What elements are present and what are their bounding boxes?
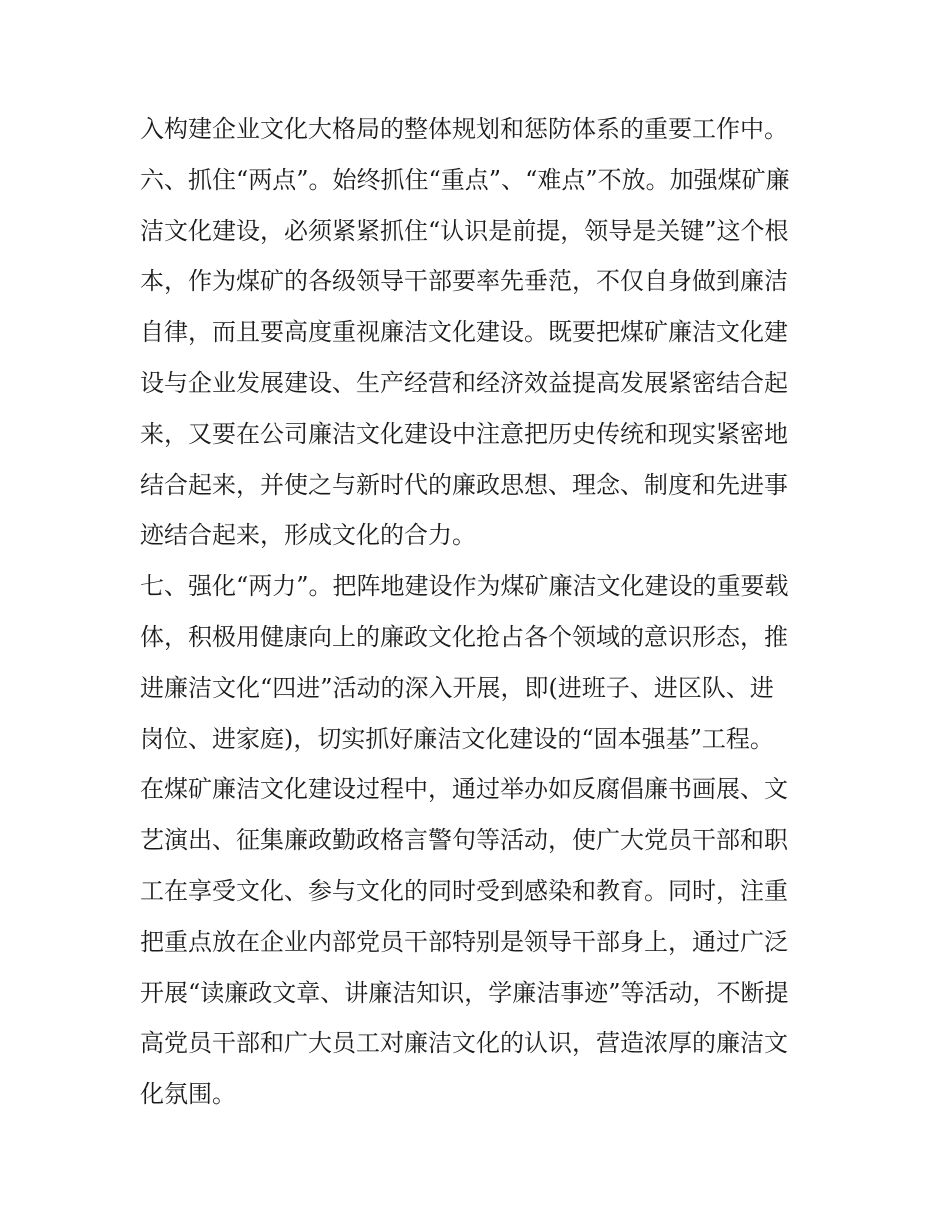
text-line: 六、抓住“两点”。始终抓住“重点”、“难点”不放。加强煤矿廉 — [140, 165, 790, 194]
text-line: 体，积极用健康向上的廉政文化抢占各个领域的意识形态，推 — [140, 622, 788, 651]
text-line: 迹结合起来，形成文化的合力。 — [140, 521, 476, 550]
text-line: 结合起来，并使之与新时代的廉政思想、理念、制度和先进事 — [140, 470, 788, 499]
text-line: 本，作为煤矿的各级领导干部要率先垂范，不仅自身做到廉洁 — [140, 267, 788, 296]
text-line: 自律，而且要高度重视廉洁文化建设。既要把煤矿廉洁文化建 — [140, 318, 788, 347]
text-line: 进廉洁文化“四进”活动的深入开展，即(进班子、进区队、进 — [140, 673, 774, 702]
text-line: 化氛围。 — [140, 1080, 236, 1109]
text-line: 开展“读廉政文章、讲廉洁知识，学廉洁事迹”等活动，不断提 — [140, 978, 789, 1007]
text-line: 工在享受文化、参与文化的同时受到感染和教育。同时，注重 — [140, 876, 788, 905]
text-line: 高党员干部和广大员工对廉洁文化的认识，营造浓厚的廉洁文 — [140, 1029, 788, 1058]
text-line: 设与企业发展建设、生产经营和经济效益提高发展紧密结合起 — [140, 368, 788, 397]
text-line: 岗位、进家庭)，切实抓好廉洁文化建设的“固本强基”工程。 — [140, 724, 774, 753]
text-line: 把重点放在企业内部党员干部特别是领导干部身上，通过广泛 — [140, 927, 788, 956]
text-line: 七、强化“两力”。把阵地建设作为煤矿廉洁文化建设的重要载 — [140, 572, 789, 601]
text-line: 艺演出、征集廉政勤政格言警句等活动，使广大党员干部和职 — [140, 826, 788, 855]
text-line: 入构建企业文化大格局的整体规划和惩防体系的重要工作中。 — [140, 115, 788, 143]
text-line: 在煤矿廉洁文化建设过程中，通过举办如反腐倡廉书画展、文 — [140, 775, 788, 804]
text-line: 来，又要在公司廉洁文化建设中注意把历史传统和现实紧密地 — [140, 419, 788, 448]
body-text — [140, 104, 820, 1120]
text-line: 洁文化建设，必须紧紧抓住“认识是前提，领导是关键”这个根 — [140, 216, 789, 245]
